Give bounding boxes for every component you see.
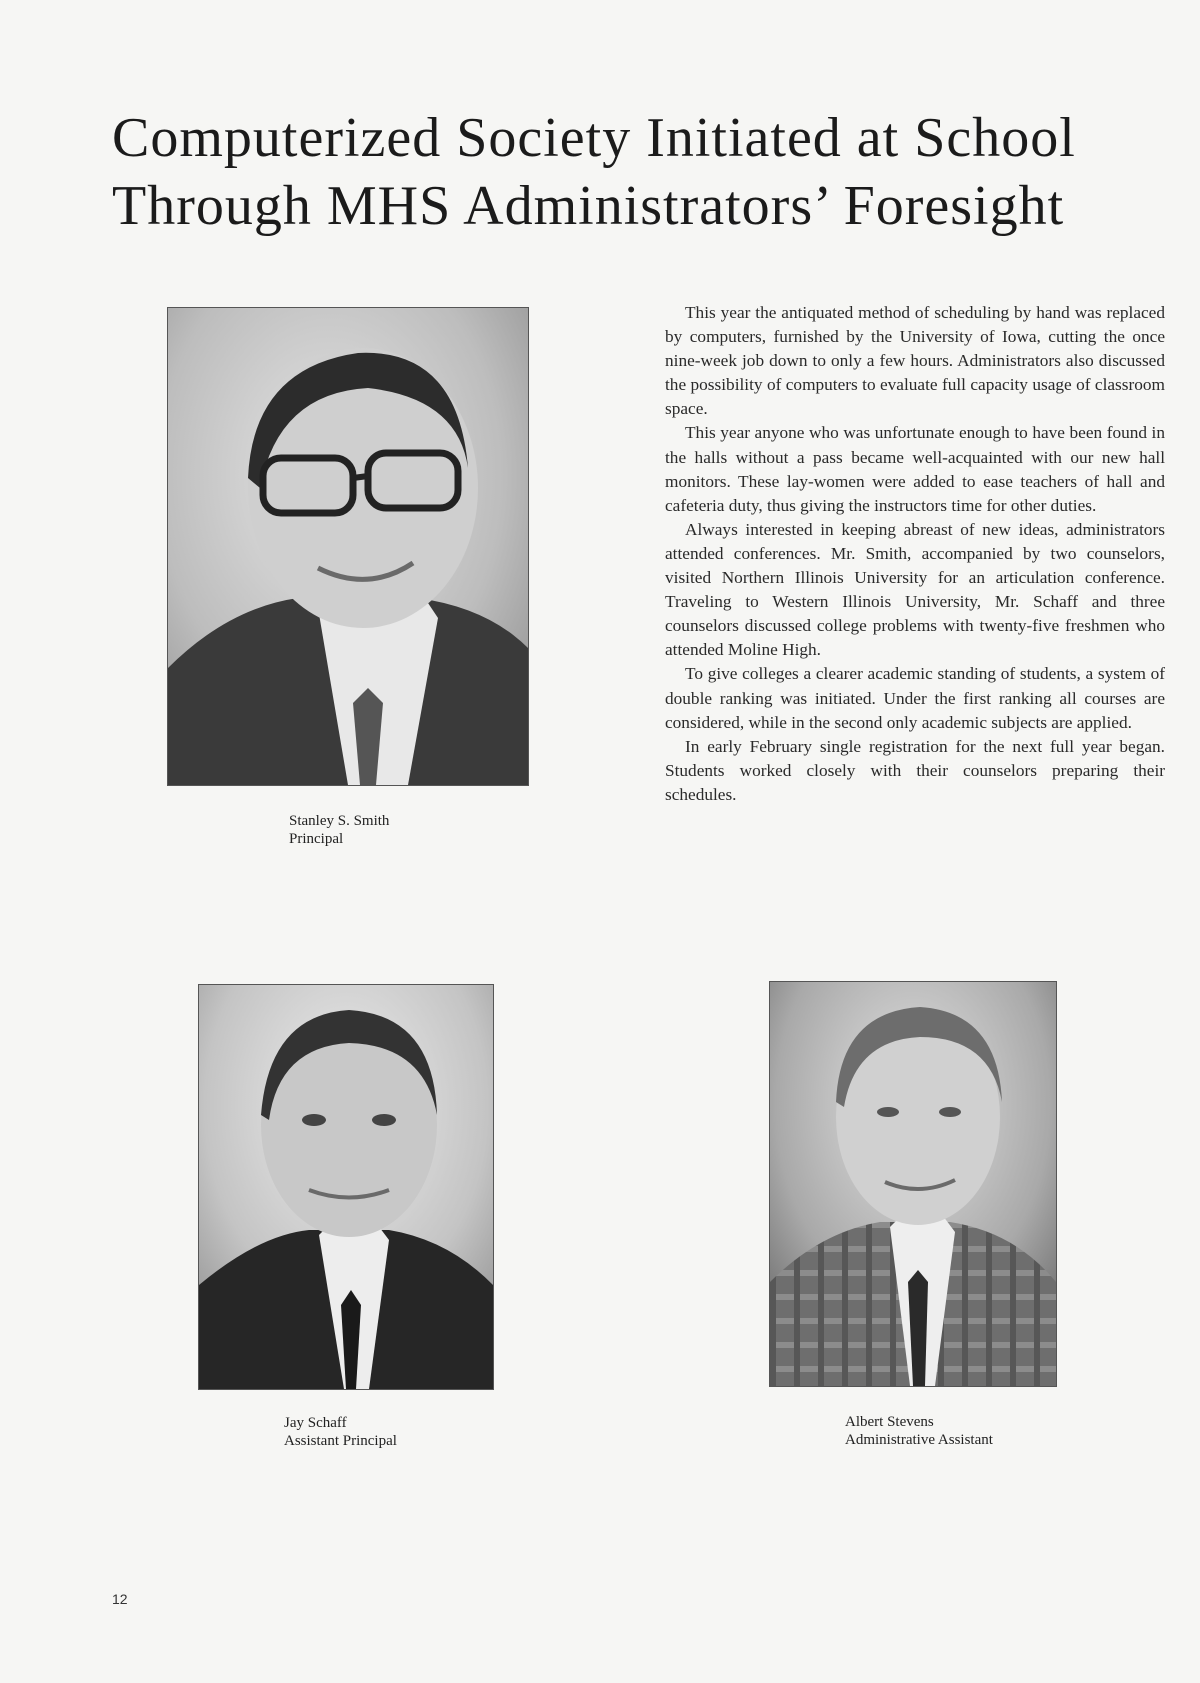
portrait-photo-schaff <box>198 984 494 1390</box>
caption-stevens <box>845 1413 993 1449</box>
title-line-1: Computerized Society Initiated at School <box>112 107 1076 169</box>
caption-name: Albert Stevens <box>845 1414 934 1430</box>
portrait-image <box>168 308 528 785</box>
article-paragraph: Always interested in keeping abreast of new ideas, administrators attended conferences. Mr. Smith, accompanied by two counselors, visited Northern Illinois University for an articulation conference. Traveling to Western Illinois University, Mr. Schaff and three counselors discussed college problems with twenty-five freshmen who attended Moline High. <box>665 519 1165 660</box>
caption-title: Administrative Assistant <box>845 1432 993 1448</box>
portrait-image <box>199 985 493 1389</box>
page-number: 12 <box>112 1591 128 1607</box>
article-paragraph: To give colleges a clearer academic standing of students, a system of double ranking was initiated. Under the first ranking all courses are considered, while in the second only academic subjects are applied. <box>665 664 1165 732</box>
caption-title: Principal <box>289 831 344 847</box>
caption-title: Assistant Principal <box>284 1433 397 1449</box>
caption-smith <box>289 812 389 848</box>
page-title <box>112 104 1172 240</box>
article-paragraph: This year anyone who was unfortunate enough to have been found in the halls without a pass became well-acquainted with our new hall monitors. These lay-women were added to ease teachers of hall and cafeteria duty, thus giving the instructors time for other duties. <box>665 423 1165 515</box>
caption-name: Stanley S. Smith <box>289 813 390 829</box>
article-paragraph: This year the antiquated method of scheduling by hand was replaced by computers, furnished by the University of Iowa, cutting the once nine-week job down to only a few hours. Administrators also discussed the possibility of computers to evaluate full capacity usage of classroom space. <box>665 303 1165 419</box>
article-body <box>665 301 1165 807</box>
article-paragraph: In early February single registration for the next full year began. Students worked closely with their counselors preparing their schedules. <box>665 736 1165 804</box>
caption-name: Jay Schaff <box>284 1415 347 1431</box>
portrait-image <box>770 982 1056 1386</box>
portrait-photo-stevens <box>769 981 1057 1387</box>
portrait-photo-smith <box>167 307 529 786</box>
title-line-2: Through MHS Administrators’ Foresight <box>112 175 1065 237</box>
caption-schaff <box>284 1414 397 1450</box>
